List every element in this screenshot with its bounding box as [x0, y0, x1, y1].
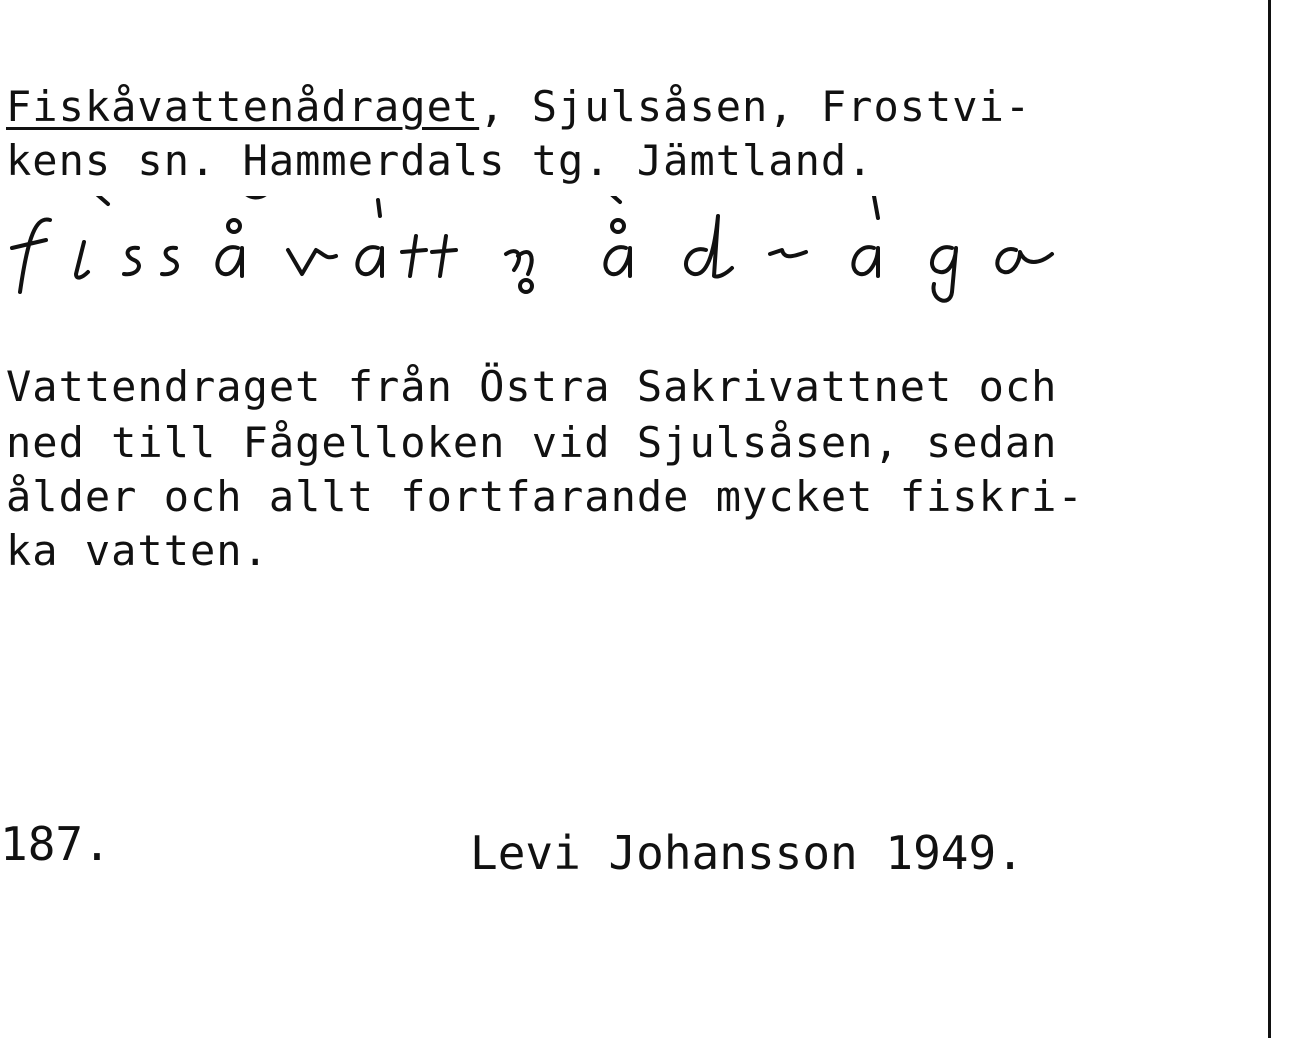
heading-place-part: , Sjulsåsen, Frostvi-: [479, 82, 1032, 131]
handwritten-pronunciation: [6, 196, 1066, 306]
heading-line-2: kens sn. Hammerdals tg. Jämtland.: [6, 136, 874, 185]
headword: Fiskåvattenådraget: [6, 82, 480, 131]
card-number: 187.: [0, 817, 111, 871]
description-line-3: ålder och allt fortfarande mycket fiskri-: [6, 472, 1084, 521]
description-line-4: ka vatten.: [6, 526, 269, 575]
card-right-edge: [1268, 0, 1271, 1038]
heading-line-1: [6, 82, 1032, 131]
description-line-2: ned till Fågelloken vid Sjulsåsen, sedan: [6, 418, 1058, 467]
description-line-1: Vattendraget från Östra Sakrivattnet och: [6, 362, 1058, 411]
author-signature: Levi Johansson 1949.: [470, 826, 1024, 880]
